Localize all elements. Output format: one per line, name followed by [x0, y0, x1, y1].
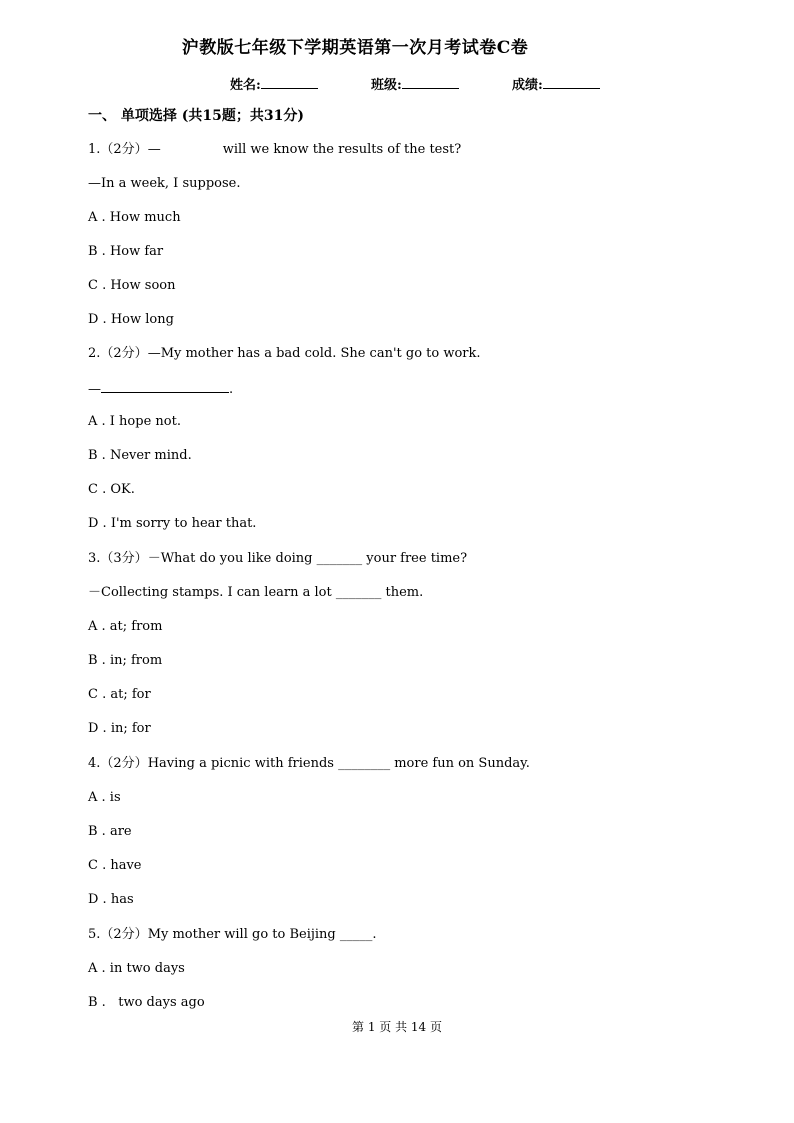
score-blank: [543, 76, 600, 89]
question-2-stem: 2.（2分）—My mother has a bad cold. She can't go to work.: [88, 346, 481, 361]
class-blank: [402, 76, 459, 89]
question-5-stem: 5.（2分）My mother will go to Beijing _____.: [88, 927, 377, 942]
question-4-option-a[interactable]: A . is: [88, 790, 121, 805]
section-heading: 一、 单项选择 (共15题；共31分): [88, 108, 304, 124]
page-title: 沪教版七年级下学期英语第一次月考试卷C卷: [181, 38, 529, 58]
question-4-stem: 4.（2分）Having a picnic with friends ________ more fun on Sunday.: [88, 756, 530, 771]
question-3-option-d[interactable]: D . in; for: [88, 721, 151, 736]
question-2-option-c[interactable]: C . OK.: [88, 482, 135, 497]
question-1-follow: —In a week, I suppose.: [88, 176, 241, 191]
question-3-option-c[interactable]: C . at; for: [88, 687, 151, 702]
question-2-option-d[interactable]: D . I'm sorry to hear that.: [88, 516, 257, 531]
score-field: [512, 74, 600, 93]
question-1-stem: 1.（2分）— will we know the results of the test?: [88, 142, 462, 157]
score-label: 成绩:: [512, 78, 543, 93]
question-3-option-a[interactable]: A . at; from: [88, 619, 163, 634]
question-1-option-d[interactable]: D . How long: [88, 312, 174, 327]
question-1-option-b[interactable]: B . How far: [88, 244, 164, 259]
question-4-option-d[interactable]: D . has: [88, 892, 134, 907]
question-4-option-b[interactable]: B . are: [88, 824, 132, 839]
question-5-option-b[interactable]: B . two days ago: [88, 995, 205, 1010]
question-3-stem: 3.（3分）－What do you like doing _______ your free time?: [88, 551, 468, 566]
name-field: [230, 74, 318, 93]
question-2-follow: — .: [88, 382, 234, 397]
question-3-option-b[interactable]: B . in; from: [88, 653, 163, 668]
question-2-option-b[interactable]: B . Never mind.: [88, 448, 192, 463]
class-field: [371, 74, 459, 93]
question-1-option-a[interactable]: A . How much: [88, 210, 181, 225]
page-footer: 第 1 页 共 14 页: [352, 1020, 442, 1034]
question-2-option-a[interactable]: A . I hope not.: [88, 414, 181, 429]
question-1-option-c[interactable]: C . How soon: [88, 278, 176, 293]
question-3-follow: －Collecting stamps. I can learn a lot _______ them.: [88, 585, 424, 600]
question-4-option-c[interactable]: C . have: [88, 858, 142, 873]
question-2-answer-blank: [101, 380, 229, 393]
name-blank: [261, 76, 318, 89]
class-label: 班级:: [371, 78, 402, 93]
name-label: 姓名:: [230, 78, 261, 93]
question-5-option-a[interactable]: A . in two days: [88, 961, 185, 976]
